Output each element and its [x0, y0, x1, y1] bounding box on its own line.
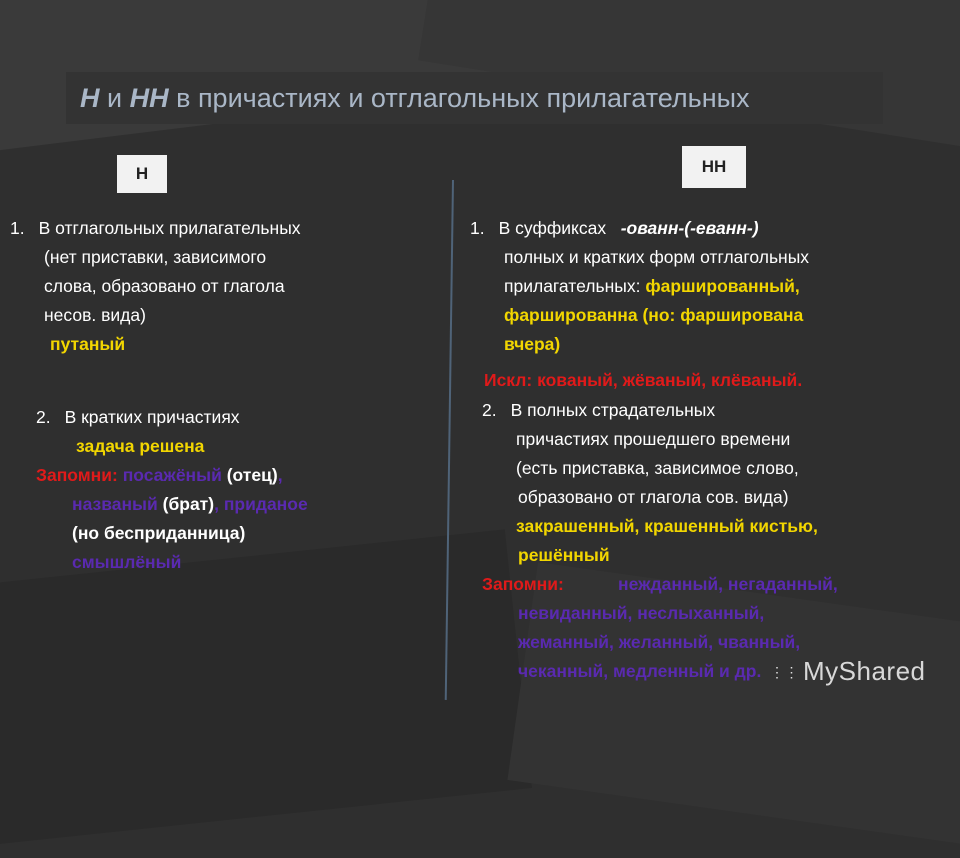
rule-text: (есть приставка, зависимое слово,: [516, 458, 799, 478]
exception-word: жеманный, желанный, чванный,: [518, 632, 801, 652]
list-number: 2.: [36, 407, 51, 427]
title-rest: в причастиях и отглагольных прилагательных: [168, 82, 750, 113]
left-item-2: 2. В кратких причастиях задача решена Запомни: посажёный (отец), названый (брат), приданое (но бесприданница) смышлёный: [36, 403, 308, 577]
rule-text: причастиях прошедшего времени: [516, 429, 791, 449]
example-word: решённый: [518, 545, 610, 565]
rule-text: В отглагольных прилагательных: [38, 218, 301, 238]
word-note: (но бесприданница): [72, 523, 246, 543]
suffix-text: -ованн-(-еванн-): [620, 218, 759, 238]
background-shape: [0, 529, 532, 850]
exception-word: названый: [72, 494, 158, 514]
example-word: вчера): [504, 334, 561, 354]
example-word: фаршированна (но: фарширована: [504, 305, 804, 325]
exception-word: смышлёный: [72, 552, 182, 572]
exception-word: приданое: [223, 494, 308, 514]
example-word: путаный: [50, 334, 126, 354]
list-number: 1.: [470, 218, 485, 238]
rule-text: слова, образовано от глагола: [44, 276, 285, 296]
example-word: задача решена: [76, 436, 205, 456]
column-header-n: Н: [117, 155, 167, 193]
word-note: (брат): [162, 494, 215, 514]
slide-title: [66, 72, 883, 124]
example-word: закрашенный, крашенный кистью,: [516, 516, 818, 536]
watermark-text: MyShared: [803, 656, 926, 686]
rule-text: образовано от глагола сов. вида): [518, 487, 789, 507]
list-number: 1.: [10, 218, 25, 238]
rule-text: (нет приставки, зависимого: [44, 247, 267, 267]
remember-label: Запомни:: [482, 574, 564, 594]
rule-text: прилагательных:: [504, 276, 641, 296]
rule-text: В полных страдательных: [510, 400, 716, 420]
column-header-nn: НН: [682, 146, 746, 188]
right-item-2: [482, 396, 838, 686]
title-n: Н: [80, 82, 100, 113]
word-note: (отец): [226, 465, 278, 485]
left-item-1: [10, 214, 301, 359]
right-item-1: [470, 214, 809, 359]
exception-word: посажёный: [122, 465, 222, 485]
dots-icon: ⋮⋮: [770, 663, 799, 680]
example-word: фаршированный,: [645, 276, 800, 296]
watermark-logo: [770, 656, 926, 687]
rule-text: полных и кратких форм отглагольных: [504, 247, 810, 267]
exception-word: чеканный, медленный и др.: [518, 661, 762, 681]
rule-text: В суффиксах: [498, 218, 607, 238]
rule-text: несов. вида): [44, 305, 146, 325]
remember-label: Запомни:: [36, 465, 118, 485]
title-and: и: [99, 82, 130, 113]
exception-word: невиданный, неслыханный,: [518, 603, 765, 623]
exceptions-line: Искл: кованый, жёваный, клёваный.: [484, 370, 803, 390]
exception-word: нежданный, негаданный,: [618, 574, 838, 594]
rule-text: В кратких причастиях: [64, 407, 240, 427]
list-number: 2.: [482, 400, 497, 420]
title-nn: НН: [129, 82, 169, 113]
